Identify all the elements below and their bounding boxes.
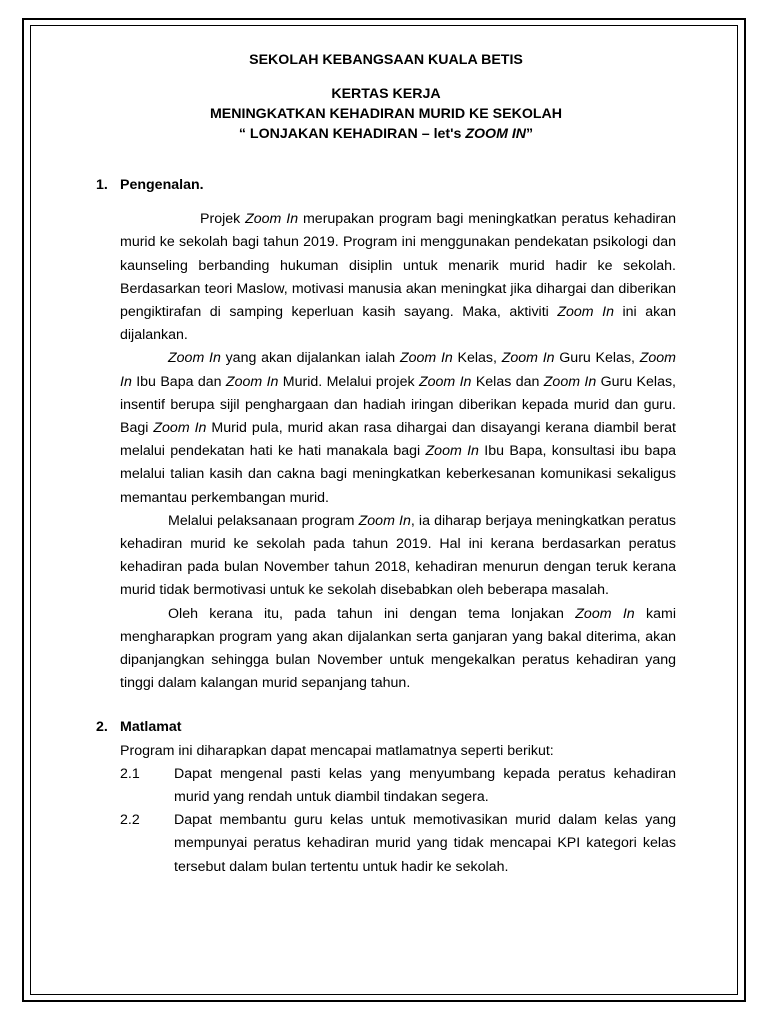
- document-type: KERTAS KERJA: [331, 86, 441, 102]
- subtitle-zoom: ZOOM IN: [465, 126, 527, 142]
- zoom-in-term: Zoom In: [557, 304, 614, 321]
- zoom-in-term: Zoom In: [358, 512, 411, 529]
- list-item: [96, 809, 676, 879]
- document-title: MENINGKATKAN KEHADIRAN MURID KE SEKOLAH: [209, 106, 563, 122]
- zoom-in-term: Zoom In: [501, 350, 555, 367]
- section-2-heading: [96, 716, 676, 739]
- zoom-in-term: Zoom In: [225, 373, 279, 390]
- zoom-in-term: Zoom In: [399, 350, 453, 367]
- paragraph-3: Melalui pelaksanaan program Zoom In, ia diharap berjaya meningkatkan peratus kehadiran murid ke sekolah pada tahun 2019. Hal ini kerana berdasarkan peratus kehadiran pada bulan November tahun 2018, kehadiran menurun dengan teruk kerana murid tidak bermotivasi untuk ke sekolah disebabkan oleh beberapa masalah.: [120, 512, 676, 599]
- zoom-in-term: Zoom In: [418, 373, 472, 390]
- section-2-title: Matlamat: [120, 719, 182, 736]
- zoom-in-term: Zoom In: [245, 211, 299, 228]
- zoom-in-term: Zoom In: [575, 605, 635, 622]
- section-2-intro: Program ini diharapkan dapat mencapai matlamatnya seperti berikut:: [120, 742, 554, 759]
- list-item-number: 2.1: [120, 765, 140, 782]
- paragraph-4: Oleh kerana itu, pada tahun ini dengan tema lonjakan Zoom In kami mengharapkan program yang akan dijalankan serta ganjaran yang bakal diterima, akan dipanjangkan sehingga bulan November untuk mengekalkan peratus kehadiran yang tinggi dalam kalangan murid sepanjang tahun.: [120, 605, 676, 692]
- zoom-in-term: Zoom In: [168, 350, 221, 367]
- paragraph-2: Zoom In yang akan dijalankan ialah Zoom In Kelas, Zoom In Guru Kelas, Zoom In Ibu Bapa dan Zoom In Murid. Melalui projek Zoom In Kelas dan Zoom In Guru Kelas, insentif berupa sijil penghargaan dan hadiah iringan diberikan kepada murid dan guru. Bagi Zoom In Murid pula, murid akan rasa dihargai dan disayangi kerana diambil berat melalui pendekatan hati ke hati manakala bagi Zoom In Ibu Bapa, konsultasi ibu bapa melalui talian kasih dan cakna bagi meningkatkan keberkesanan komunikasi sekaligus memantau perkembangan murid.: [120, 350, 676, 506]
- subtitle-post: ”: [526, 126, 534, 142]
- section-2-number: 2.: [96, 719, 108, 736]
- list-item-text: Dapat mengenal pasti kelas yang menyumbang kepada peratus kehadiran murid yang rendah untuk diambil tindakan segera.: [174, 765, 676, 806]
- subtitle-lets: let's: [433, 126, 466, 142]
- list-item-number: 2.2: [120, 812, 140, 829]
- document-subtitle: [96, 124, 676, 144]
- section-1-title: Pengenalan.: [120, 177, 204, 193]
- zoom-in-term: Zoom In: [543, 373, 597, 390]
- paragraph-1: Projek Zoom In merupakan program bagi meningkatkan peratus kehadiran murid ke sekolah bagi tahun 2019. Program ini menggunakan pendekatan psikologi dan kaunseling berbanding hukuman disiplin untuk menarik murid hadir ke sekolah. Berdasarkan teori Maslow, motivasi manusia akan meningkat jika dihargai dan diberikan pengiktirafan di samping keperluan kasih sayang. Maka, aktiviti Zoom In ini akan dijalankan.: [120, 211, 677, 344]
- section-1-heading: [96, 174, 676, 197]
- list-item-text: Dapat membantu guru kelas untuk memotivasikan murid dalam kelas yang mempunyai peratus kehadiran murid yang tidak mencapai KPI kategori kelas tersebut dalam bulan tertentu untuk hadir ke sekolah.: [174, 812, 676, 875]
- section-1-number: 1.: [96, 177, 108, 193]
- zoom-in-term: Zoom In: [425, 443, 479, 460]
- school-name: SEKOLAH KEBANGSAAN KUALA BETIS: [249, 52, 523, 68]
- subtitle-pre: “ LONJAKAN KEHADIRAN –: [238, 126, 434, 142]
- list-item: [96, 763, 676, 809]
- zoom-in-term: Zoom In: [120, 350, 676, 390]
- zoom-in-term: Zoom In: [153, 420, 207, 437]
- document-body: [96, 48, 676, 879]
